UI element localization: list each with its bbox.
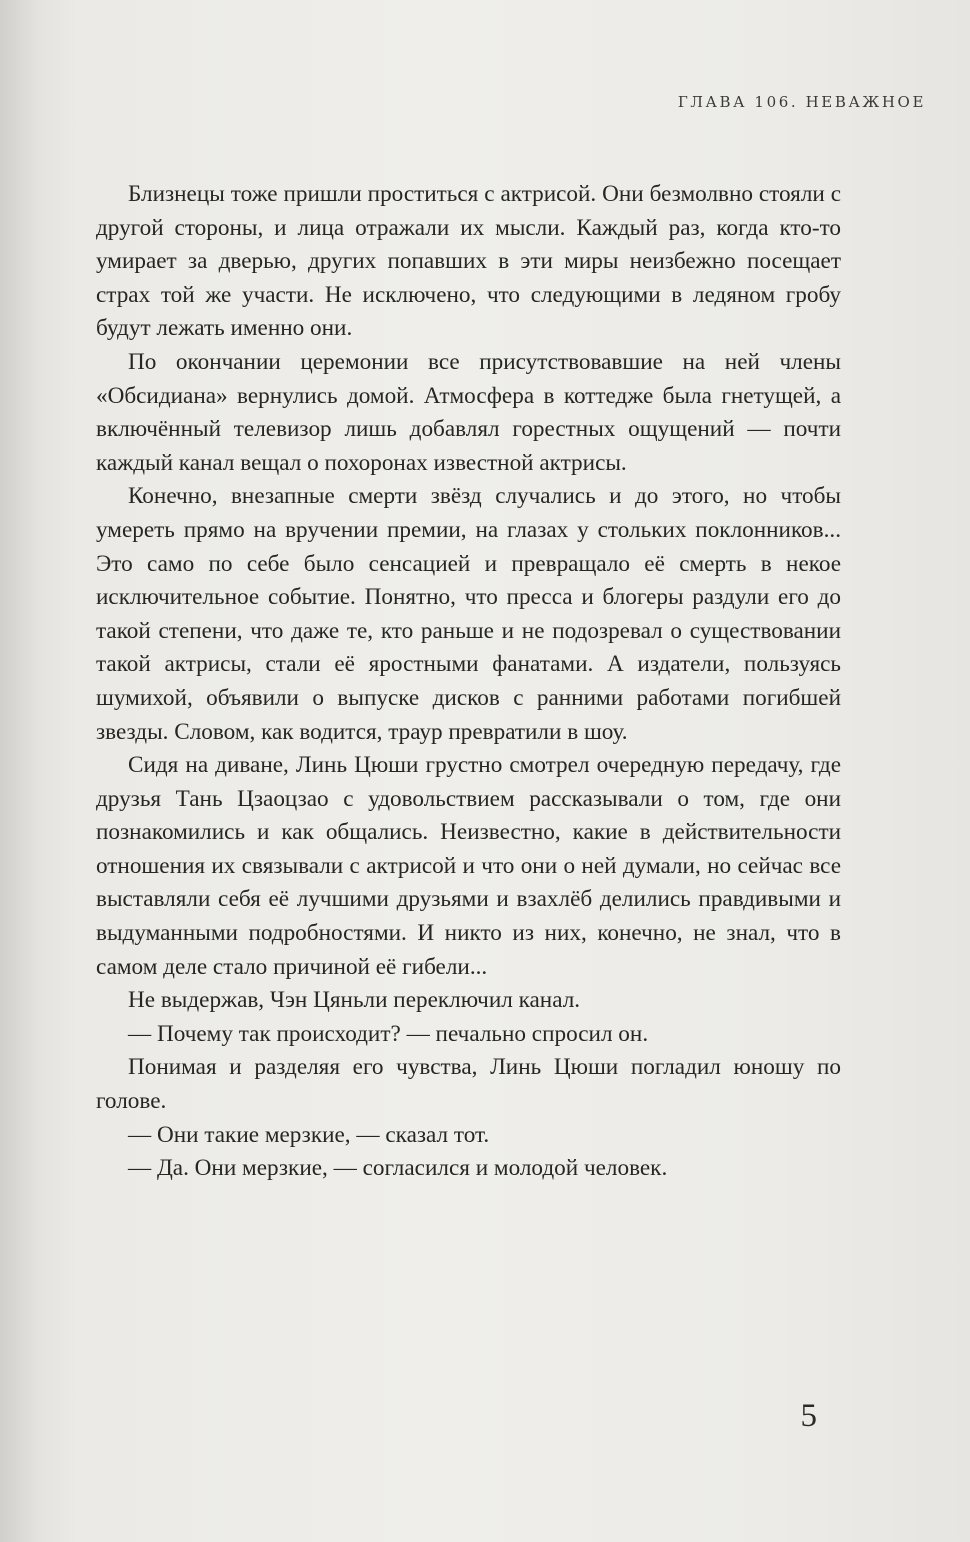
paragraph: По окончании церемонии все присутствовавшие на ней члены «Обсидиана» вернулись домой. Атмосфера в коттедже была гнетущей, а включённый телевизор лишь добавлял горестных ощущений — почти каждый канал вещал о похоронах известной актрисы.	[96, 348, 841, 476]
paragraph: Близнецы тоже пришли проститься с актрисой. Они безмолвно стояли с другой стороны, и лица отражали их мысли. Каждый раз, когда кто-то умирает за дверью, других попавших в эти миры неизбежно посещает страх той же участи. Не исключено, что следующими в ледяном гробу будут лежать именно они.	[96, 181, 841, 342]
dialogue-line: — Они такие мерзкие, — сказал тот.	[128, 1121, 490, 1148]
paragraph: Понимая и разделяя его чувства, Линь Цюши погладил юношу по голове.	[96, 1054, 841, 1115]
paragraph: Сидя на диване, Линь Цюши грустно смотрел очередную передачу, где друзья Тань Цзаоцзао с удовольствием рассказывали о том, где они познакомились и как общались. Неизвестно, какие в действительности отношения их связывали с актрисой и что они о ней думали, но сейчас все выставляли себя её лучшими друзьями и взахлёб делились правдивыми и выдуманными подробностями. И никто из них, конечно, не знал, что в самом деле стало причиной её гибели...	[96, 752, 841, 980]
page-number: 5	[800, 1398, 817, 1434]
dialogue-line: — Да. Они мерзкие, — согласился и молодой человек.	[128, 1155, 668, 1182]
dialogue-line: — Почему так происходит? — печально спросил он.	[128, 1020, 649, 1047]
paragraph: Не выдержав, Чэн Цяньли переключил канал.	[128, 987, 581, 1014]
paragraph: Конечно, внезапные смерти звёзд случались и до этого, но чтобы умереть прямо на вручении премии, на глазах у стольких поклонников... Это само по себе было сенсацией и превращало её смерть в некое исключительное событие. Понятно, что пресса и блогеры раздули его до такой степени, что даже те, кто раньше и не подозревал о существовании такой актрисы, стали её яростными фанатами. А издатели, пользуясь шумихой, объявили о выпуске дисков с ранними работами погибшей звезды. Словом, как водится, траур превратили в шоу.	[96, 483, 841, 745]
body-text	[96, 178, 841, 1186]
running-header: ГЛАВА 106. НЕВАЖНОЕ	[677, 93, 926, 111]
